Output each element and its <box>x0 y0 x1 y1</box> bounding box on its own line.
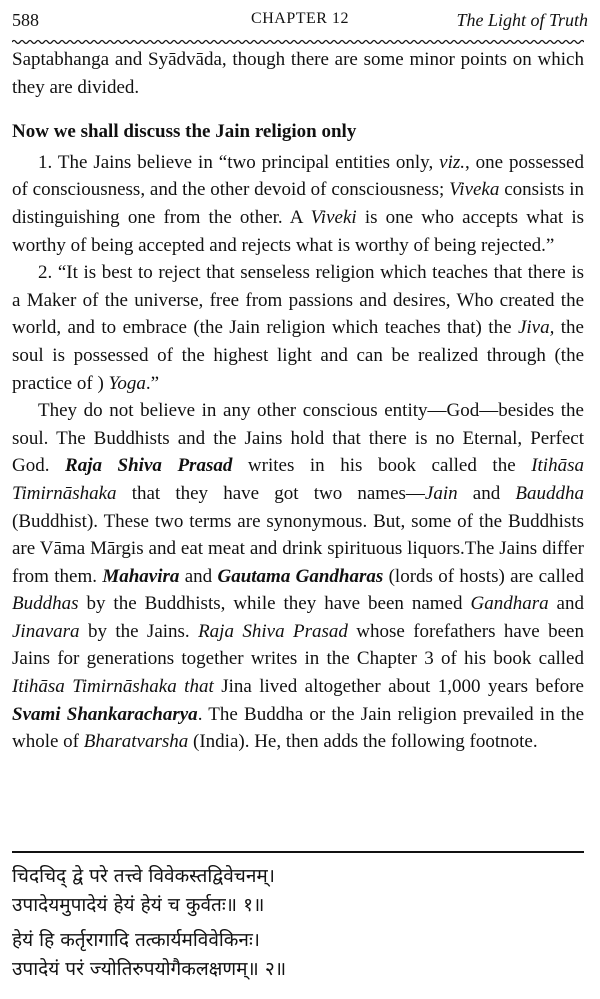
footnote-line: उपादेयं परं ज्योतिरुपयोगैकलक्षणम्॥ २॥ <box>12 958 287 980</box>
footnote-line: उपादेयमुपादेयं हेयं हेयं च कुर्वतः॥ १॥ <box>12 894 265 916</box>
paragraph-discussion: They do not believe in any other conscious entity—God—besides the soul. The Buddhists and the Jains hold that there is no Eternal, Perfect God. Raja Shiva Prasad writes in his book called the Itihāsa Timirnāshaka that they have got two names—Jain and Bauddha (Buddhist). These two terms are synonymous. But, some of the Buddhists are Vāma Mārgis and eat meat and drink spirituous liquors.The Jains differ from them. Mahavira and Gautama Gandharas (lords of hosts) are called Buddhas by the Buddhists, while they have been named Gandhara and Jinavara by the Jains. Raja Shiva Prasad whose forefathers have been Jains for generations together writes in the Chapter 3 of his book called Itihāsa Timirnāshaka that Jina lived altogether about 1,000 years before Svami Shankaracharya. The Buddha or the Jain religion prevailed in the whole of Bharatvarsha (India). He, then adds the following footnote. <box>12 400 584 753</box>
sanskrit-footnote <box>12 862 584 984</box>
chapter-label: CHAPTER 12 <box>251 10 349 27</box>
running-header <box>12 6 588 36</box>
header-wavy-rule <box>12 38 584 46</box>
footnote-line: हेयं हि कर्तृरागादि तत्कार्यमविवेकिनः। <box>12 929 260 951</box>
paragraph-point-1: 1. The Jains believe in “two principal entities only, viz., one possessed of consciousness, and the other devoid of consciousness; Viveka consists in distinguishing one from the other. A Viveki is one who accepts what is worthy of being accepted and rejects what is worthy of being rejected.” <box>12 151 585 256</box>
running-title: The Light of Truth <box>456 10 588 30</box>
paragraph-continuation: Saptabhanga and Syādvāda, though there are some minor points on which they are divided. <box>12 49 584 98</box>
section-heading: Now we shall discuss the Jain religion only <box>12 121 357 143</box>
page-number: 588 <box>12 10 39 30</box>
paragraph-point-2: 2. “It is best to reject that senseless religion which teaches that there is a Maker of the universe, free from passions and desires, Who created the world, and to embrace (the Jain religion which teaches that) the Jiva, the soul is possessed of the highest light and can be realized through (the practice of ) Yoga.” <box>12 262 584 394</box>
footnote-rule <box>12 851 584 853</box>
main-text <box>12 46 584 756</box>
footnote-line: चिदचिद् द्वे परे तत्त्वे विवेकस्तद्विवेचनम्। <box>12 865 275 887</box>
